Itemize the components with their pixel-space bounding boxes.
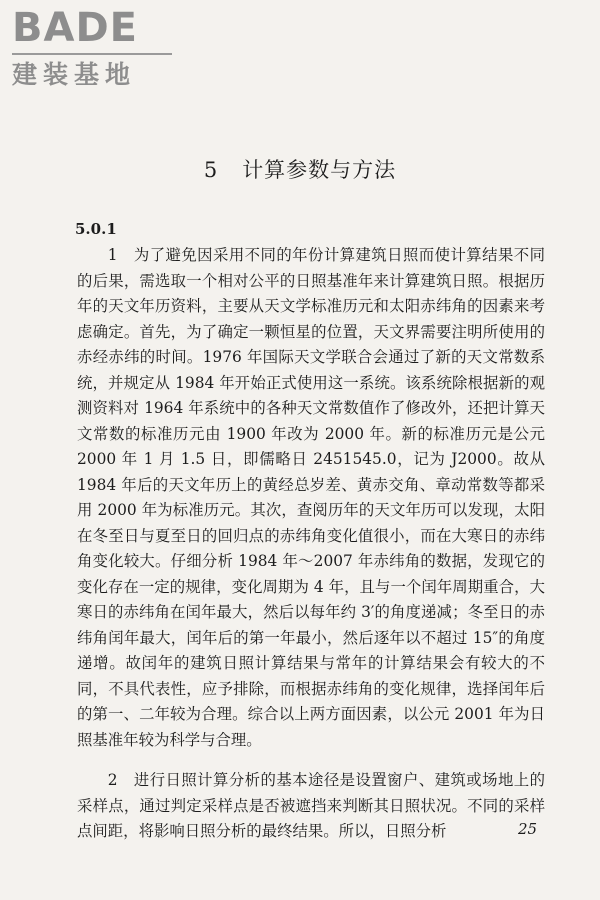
logo-subtitle: 建装基地 <box>12 60 137 89</box>
paragraph-1: 1 为了避免因采用不同的年份计算建筑日照而使计算结果不同的后果，需选取一个相对公平的日照基准年来计算建筑日照。根据历年的天文年历资料，主要从天文学标准历元和太阳赤纬角的因素来考虑确定。首先，为了确定一颗恒星的位置，天文界需要注明所使用的赤经赤纬的时间。1976 年国际天文学联合会通过了新的天文常数系统，并规定从 1984 年开始正式使用这一系统。该系统除根据新的观测资料对 1964 年系统中的各种天文常数值作了修改外，还把计算天文常数的标准历元由 1900 年改为 2000 年。新的标准历元是公元 2000 年 1 月 1.5 日，即儒略日 2451545.0，记为 J2000。故从 1984 年后的天文年历上的黄经总岁差、黄赤交角、章动常数等都采用 2000 年为标准历元。其次，查阅历年的天文年历可以发现，太阳在冬至日与夏至日的回归点的赤纬角变化值很小，而在大寒日的赤纬角变化较大。仔细分析 1984 年～2007 年赤纬角的数据，发现它的变化存在一定的规律，变化周期为 4 年，且与一个闰年周期重合，大寒日的赤纬角在闰年最大，然后以每年约 3′的角度递减；冬至日的赤纬角闰年最大，闰年后的第一年最小，然后逐年以不超过 15″的角度递增。故闰年的建筑日照计算结果与常年的计算结果会有较大的不同，不具代表性，应予排除，而根据赤纬角的变化规律，选择闰年后的第一、二年较为合理。综合以上两方面因素，以公元 2001 年为日照基准年较为科学与合理。 <box>77 246 545 749</box>
section-number: 5.0.1 <box>75 220 117 238</box>
chapter-number: 5 <box>203 158 219 182</box>
logo-wordmark: BADE <box>12 5 138 51</box>
bade-logo <box>12 5 182 92</box>
page-number: 25 <box>518 820 538 838</box>
chapter-title: 计算参数与方法 <box>242 158 397 182</box>
paragraph-2: 2 进行日照计算分析的基本途径是设置窗户、建筑或场地上的采样点，通过判定采样点是否被遮挡来判断其日照状况。不同的采样点间距，将影响日照分析的最终结果。所以，日照分析 <box>77 771 545 840</box>
logo-divider <box>12 53 172 55</box>
chapter-heading <box>0 156 600 184</box>
